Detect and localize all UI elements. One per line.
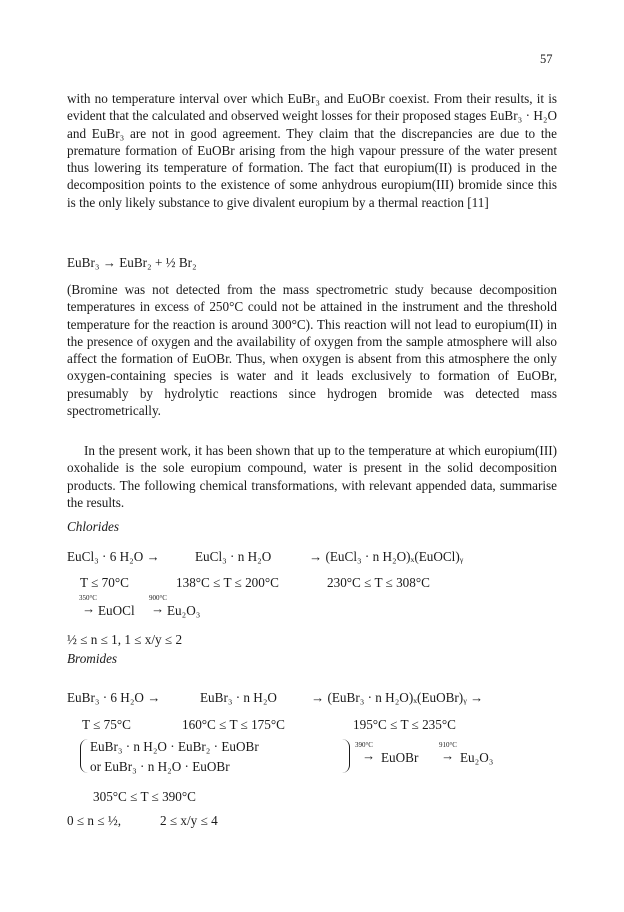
bromide-stage-3: → (EuBr₃ · n H₂O)ₓ(EuOBr)ᵧ → <box>311 690 484 705</box>
bromide-stage-1: EuBr₃ · 6 H₂O → <box>67 690 161 705</box>
chloride-arrow-2: → <box>151 601 165 616</box>
bromide-mixture-line-1: EuBr₃ · n H₂O · EuBr₂ · EuOBr <box>90 739 259 754</box>
equation-bromide-reduction: EuBr₃ → EuBr₂ + ½ Br₂ <box>67 255 197 270</box>
right-brace <box>341 739 350 773</box>
chloride-temp-b: 900°C <box>149 594 167 602</box>
paragraph-2: (Bromine was not detected from the mass spectrometric study because decomposition temperatures in excess of 250°C could not be attained in the instrument and the threshold temperature for the reaction is around 300°C). This reaction will not lead to europium(II) in the presence of oxygen and the availability of oxygen from the sample atmosphere will also affect the formation of EuOBr. Thus, when oxygen is absent from this atmosphere the only oxygen-containing species is water and it leads exclusively to formation of EuOBr, presumably by hydrolytic reactions since hydrogen bromide was detected mass spectrometrically. <box>67 282 557 419</box>
bromide-product-2: Eu₂O₃ <box>460 750 494 765</box>
heading-bromides: Bromides <box>67 651 118 666</box>
bromide-arrow-1: → <box>362 748 376 763</box>
page-number: 57 <box>540 52 553 66</box>
bromide-mixture-line-2: or EuBr₃ · n H₂O · EuOBr <box>90 759 230 774</box>
chloride-stage-1: EuCl₃ · 6 H₂O → <box>67 549 160 564</box>
chloride-arrow-1: → <box>82 601 96 616</box>
chloride-stage-3: → (EuCl₃ · n H₂O)ₓ(EuOCl)ᵧ <box>309 549 464 564</box>
bromide-temp-b: 910°C <box>439 741 457 749</box>
bromide-stage-2: EuBr₃ · n H₂O <box>200 690 277 705</box>
bromide-ranges-1: 0 ≤ n ≤ ½, <box>67 813 122 828</box>
bromide-temp-1: T ≤ 75°C <box>82 717 131 732</box>
heading-chlorides: Chlorides <box>67 519 120 534</box>
chloride-stage-2: EuCl₃ · n H₂O <box>195 549 272 564</box>
paragraph-3: In the present work, it has been shown that up to the temperature at which europium(III) oxohalide is the sole europium compound, water is present in the solid decomposition products. The following chemical transformations, with relevant appended data, summarise the results. <box>67 443 557 510</box>
bromide-temp-3: 195°C ≤ T ≤ 235°C <box>353 717 456 732</box>
chloride-temp-2: 138°C ≤ T ≤ 200°C <box>176 575 279 590</box>
bromide-arrow-2: → <box>441 748 455 763</box>
chloride-ranges: ½ ≤ n ≤ 1, 1 ≤ x/y ≤ 2 <box>67 632 183 647</box>
left-brace <box>80 739 89 773</box>
bromide-mixture-group <box>80 739 360 779</box>
chloride-temp-3: 230°C ≤ T ≤ 308°C <box>327 575 430 590</box>
bromide-ranges-2: 2 ≤ x/y ≤ 4 <box>160 813 218 828</box>
bromide-temp-a: 390°C <box>355 741 373 749</box>
bromide-temp-2: 160°C ≤ T ≤ 175°C <box>182 717 285 732</box>
chloride-product-1: EuOCl <box>98 603 135 618</box>
chloride-temp-1: T ≤ 70°C <box>80 575 129 590</box>
chloride-product-2: Eu₂O₃ <box>167 603 201 618</box>
paragraph-1: with no temperature interval over which EuBr₃ and EuOBr coexist. From their results, it is evident that the calculated and observed weight losses for their proposed stages EuBr₃ · H₂O and EuBr₃ are not in good agreement. They claim that the discrepancies are due to the premature formation of EuOBr arising from the high vapour pressure of the water present thus lowering its temperature of formation. The fact that europium(II) is produced in the decomposition points to the existence of some anhydrous europium(III) bromide since this is the only likely substance to give divalent europium by a thermal reaction [11] <box>67 91 557 210</box>
bromide-product-1: EuOBr <box>381 750 419 765</box>
bromide-temp-4: 305°C ≤ T ≤ 390°C <box>93 789 196 804</box>
chloride-temp-a: 350°C <box>79 594 97 602</box>
